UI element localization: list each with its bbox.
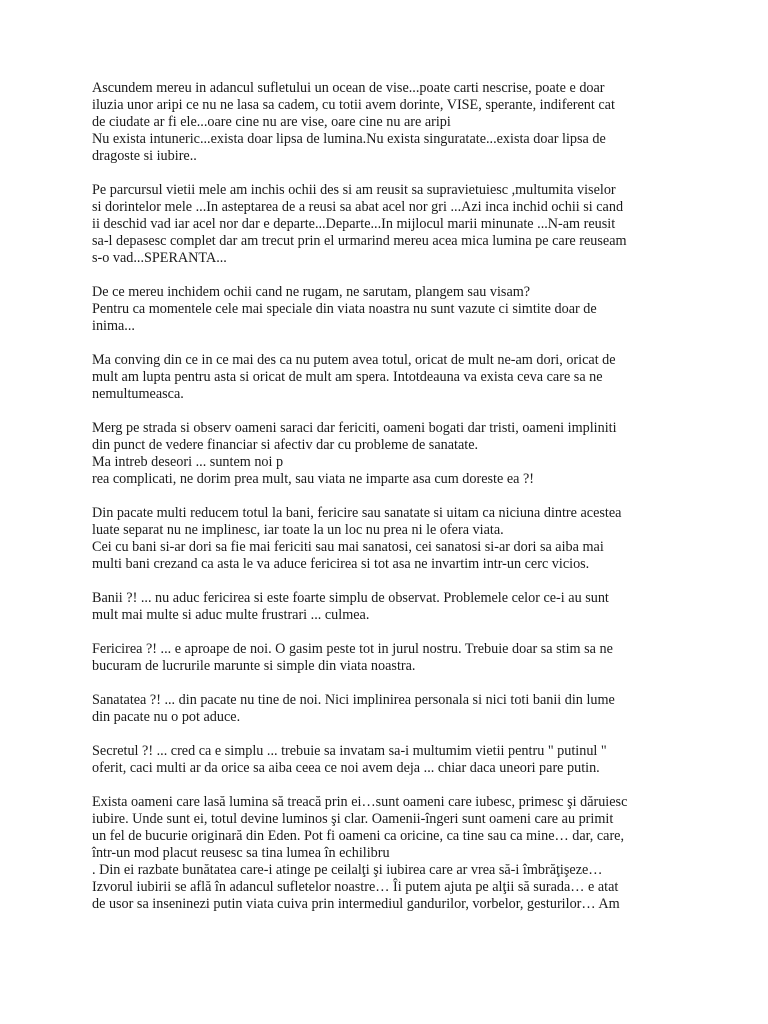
text-line: nemultumeasca. <box>92 386 184 402</box>
text-line: Secretul ?! ... cred ca e simplu ... trebuie sa invatam sa-i multumim vietii pentru " putinul " <box>92 743 607 759</box>
text-line: Ascundem mereu in adancul sufletului un ocean de vise...poate carti nescrise, poate e doar <box>92 80 605 96</box>
text-line: Ma conving din ce in ce mai des ca nu putem avea totul, oricat de mult ne-am dori, oricat de <box>92 352 616 368</box>
text-line: Ma intreb deseori ... suntem noi p <box>92 454 284 470</box>
text-line: iubire. Unde sunt ei, totul devine luminos şi clar. Oamenii-îngeri sunt oameni care au primit <box>92 811 614 827</box>
text-line: rea complicati, ne dorim prea mult, sau viata ne imparte asa cum doreste ea ?! <box>92 471 534 487</box>
text-line: sa-l depasesc complet dar am trecut prin el urmarind mereu acea mica lumina pe care reuseam <box>92 233 627 249</box>
text-line: Din pacate multi reducem totul la bani, fericire sau sanatate si uitam ca niciuna dintre acestea <box>92 505 622 521</box>
paragraph <box>92 505 692 573</box>
text-line: Nu exista intuneric...exista doar lipsa de lumina.Nu exista singuratate...exista doar lipsa de <box>92 131 606 147</box>
text-line: Pe parcursul vietii mele am inchis ochii des si am reusit sa supravietuiesc ,multumita viselor <box>92 182 616 198</box>
paragraph <box>92 182 692 267</box>
text-line: . Din ei razbate bunătatea care-i atinge pe ceilalţi şi iubirea care ar vrea să-i îmbrăţişeze… <box>92 862 603 878</box>
text-line: Merg pe strada si observ oameni saraci dar fericiti, oameni bogati dar tristi, oameni impliniti <box>92 420 617 436</box>
text-line: Izvorul iubirii se află în adancul sufletelor noastre… Îi putem ajuta pe alţii să surada… e atat <box>92 879 619 895</box>
paragraph <box>92 743 692 777</box>
text-line: s-o vad...SPERANTA... <box>92 250 227 266</box>
text-line: si dorintelor mele ...In asteptarea de a reusi sa abat acel nor gri ...Azi inca inchid ochii si cand <box>92 199 624 215</box>
paragraph <box>92 590 692 624</box>
text-line: iluzia unor aripi ce nu ne lasa sa cadem, cu totii avem dorinte, VISE, sperante, indiferent cat <box>92 97 615 113</box>
text-line: într-un mod placut reusesc sa tina lumea în echilibru <box>92 845 390 861</box>
text-line: Sanatatea ?! ... din pacate nu tine de noi. Nici implinirea personala si nici toti banii din lume <box>92 692 615 708</box>
text-line: inima... <box>92 318 135 334</box>
text-line: mult mai multe si aduc multe frustrari ... culmea. <box>92 607 370 623</box>
text-line: mult am lupta pentru asta si oricat de mult am spera. Intotdeauna va exista ceva care sa ne <box>92 369 603 385</box>
text-line: Exista oameni care lasă lumina să treacă prin ei…sunt oameni care iubesc, primesc şi dăruiesc <box>92 794 628 810</box>
text-line: Pentru ca momentele cele mai speciale din viata noastra nu sunt vazute ci simtite doar de <box>92 301 597 317</box>
paragraph <box>92 352 692 403</box>
text-line: dragoste si iubire.. <box>92 148 197 164</box>
text-line: De ce mereu inchidem ochii cand ne rugam, ne sarutam, plangem sau visam? <box>92 284 531 300</box>
text-line: Cei cu bani si-ar dori sa fie mai fericiti sau mai sanatosi, cei sanatosi si-ar dori sa aiba mai <box>92 539 604 555</box>
text-line: luate separat nu ne implinesc, iar toate la un loc nu prea ni le ofera viata. <box>92 522 504 538</box>
text-line: Banii ?! ... nu aduc fericirea si este foarte simplu de observat. Problemele celor ce-i au sunt <box>92 590 609 606</box>
paragraph <box>92 794 692 913</box>
paragraph <box>92 641 692 675</box>
text-line: un fel de bucurie originară din Eden. Pot fi oameni ca oricine, ca tine sau ca mine… dar, care, <box>92 828 625 844</box>
text-line: bucuram de lucrurile marunte si simple din viata noastra. <box>92 658 416 674</box>
text-line: Fericirea ?! ... e aproape de noi. O gasim peste tot in jurul nostru. Trebuie doar sa stim sa ne <box>92 641 613 657</box>
text-line: ii deschid vad iar acel nor dar e departe...Departe...In mijlocul marii minunate ...N-am reusit <box>92 216 616 232</box>
paragraph <box>92 284 692 335</box>
text-line: multi bani crezand ca asta le va aduce fericirea si tot asa ne invartim intr-un cerc vicios. <box>92 556 590 572</box>
paragraph <box>92 420 692 488</box>
paragraph <box>92 80 692 165</box>
document-page <box>92 80 692 930</box>
text-line: din punct de vedere financiar si afectiv dar cu probleme de sanatate. <box>92 437 479 453</box>
text-line: din pacate nu o pot aduce. <box>92 709 241 725</box>
paragraph <box>92 692 692 726</box>
text-line: oferit, caci multi ar da orice sa aiba ceea ce noi avem deja ... chiar daca uneori pare putin. <box>92 760 600 776</box>
text-line: de ciudate ar fi ele...oare cine nu are vise, oare cine nu are aripi <box>92 114 451 130</box>
text-line: de usor sa inseninezi putin viata cuiva prin intermediul gandurilor, vorbelor, gesturilor… Am <box>92 896 620 912</box>
